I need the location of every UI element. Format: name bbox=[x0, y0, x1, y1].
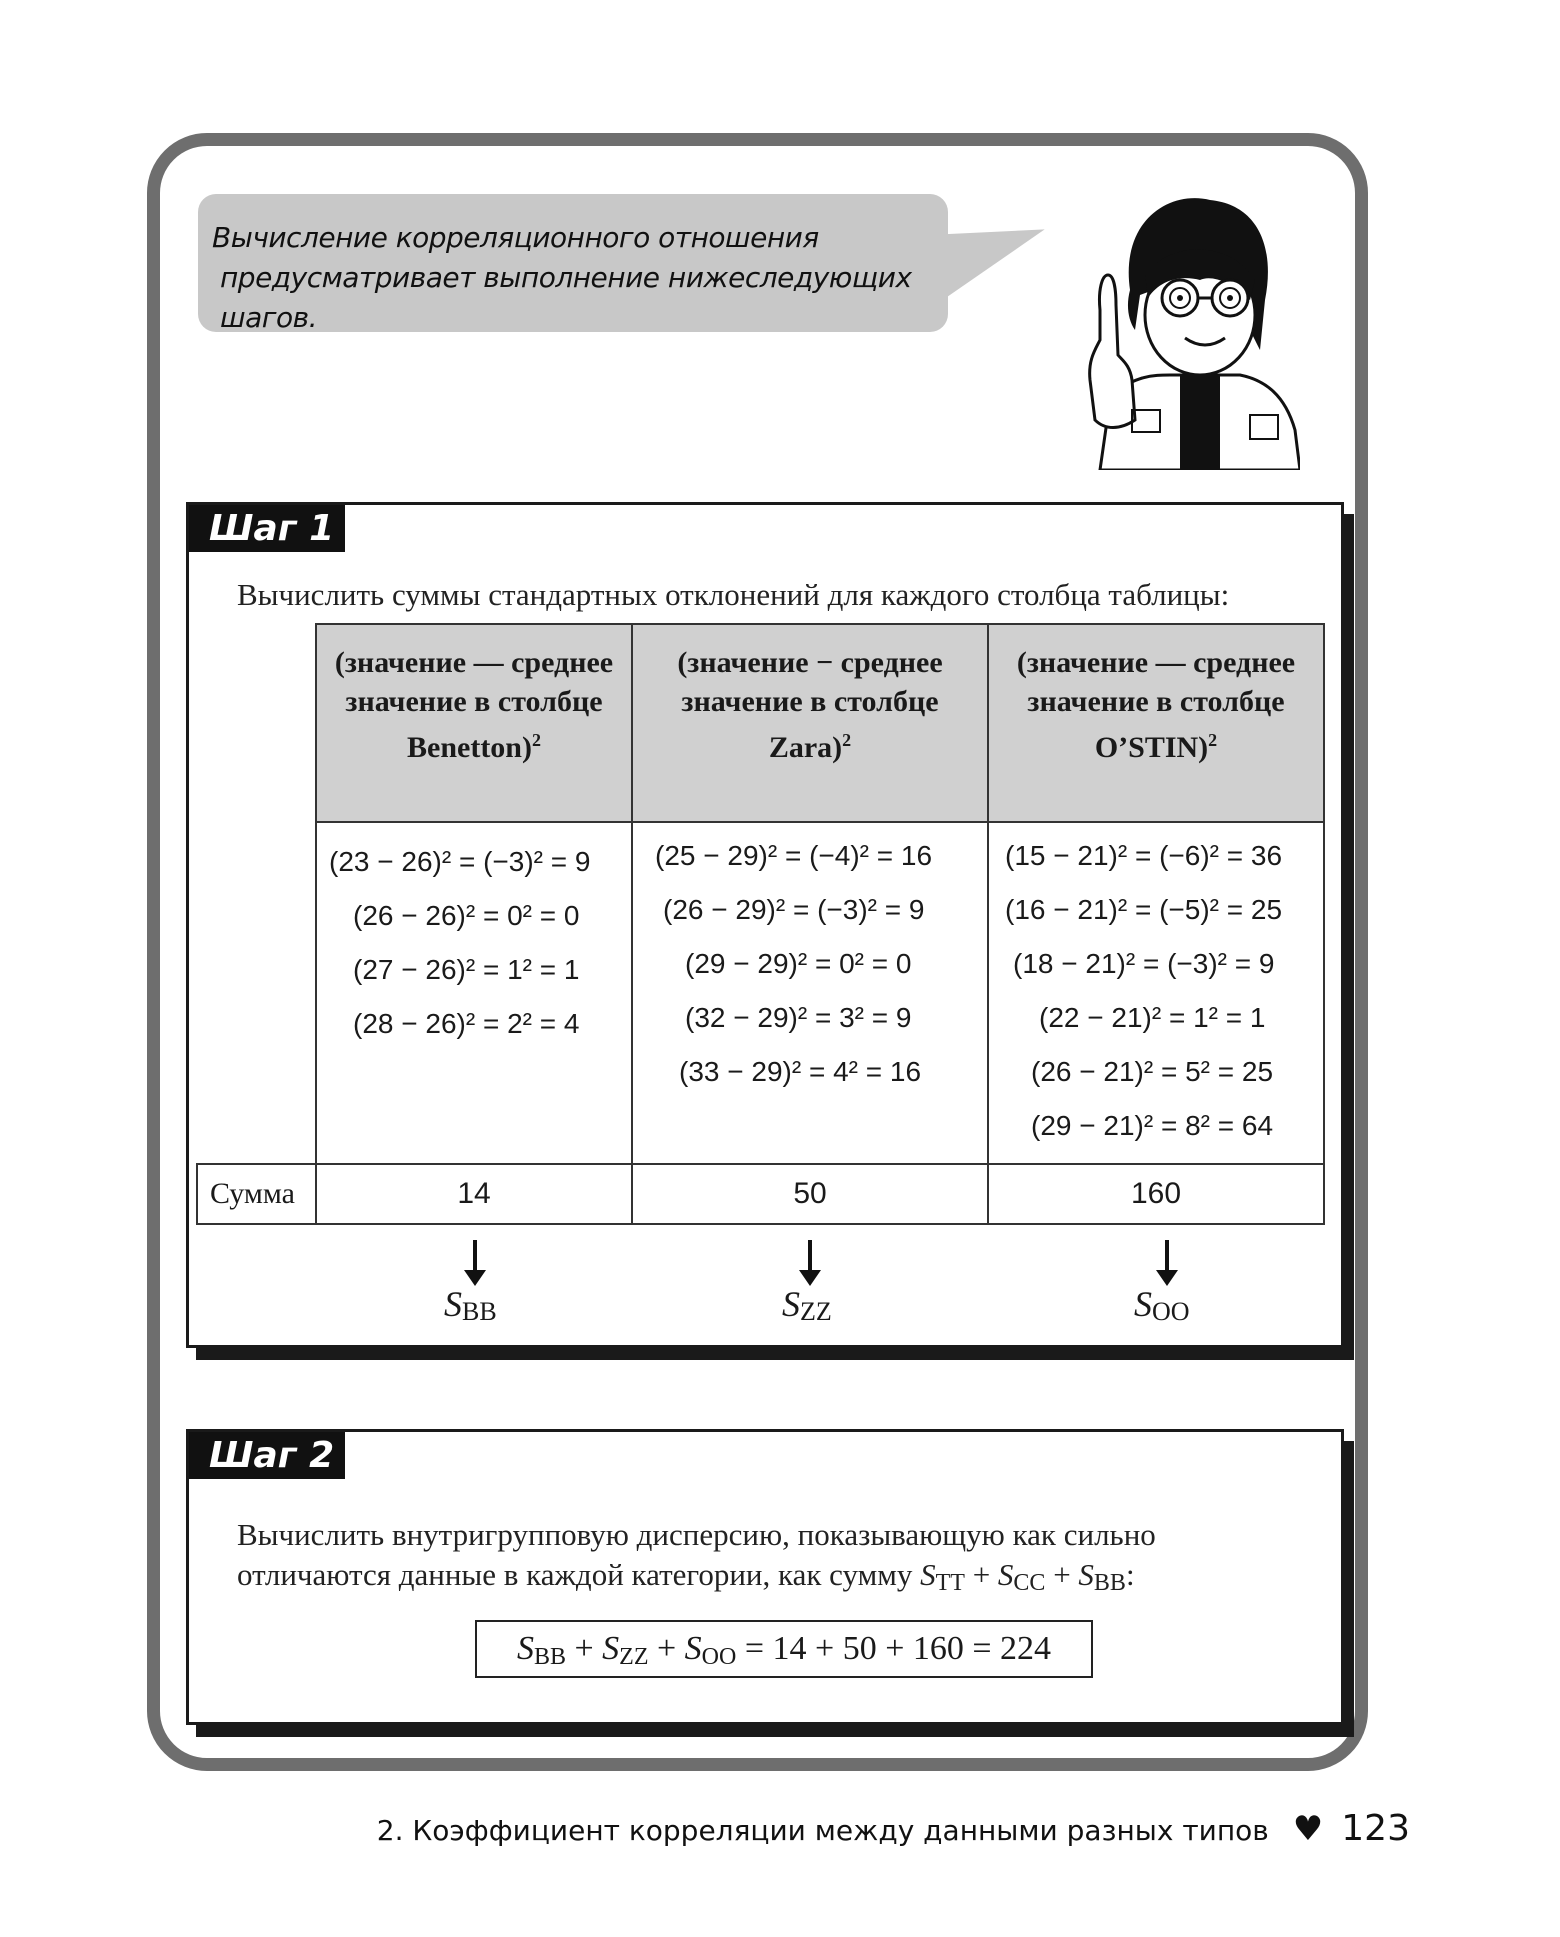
header-ostin: (значение — среднее значение в столбце O’STIN)$^2$ bbox=[988, 624, 1324, 822]
calc-row: (28 − 26)² = 2² = 4 bbox=[353, 1008, 580, 1039]
step1-intro: Вычислить суммы стандартных отклонений для каждого столбца таблицы: bbox=[237, 577, 1230, 612]
var-sbb: $S_{BB}$ bbox=[444, 1284, 497, 1326]
header-line: (значение — среднее bbox=[334, 646, 614, 679]
table-corner bbox=[197, 624, 316, 822]
var-szz: $S_{ZZ}$ bbox=[782, 1284, 832, 1326]
sum-label: Сумма bbox=[197, 1164, 316, 1224]
step2-intro-line1: Вычислить внутригрупповую дисперсию, показывающую как сильно bbox=[237, 1517, 1156, 1552]
step2-intro bbox=[237, 1515, 1156, 1603]
calc-row: (29 − 29)² = 0² = 0 bbox=[685, 948, 912, 979]
bubble-line-2: предусматривает выполнение нижеследующих шагов. bbox=[220, 261, 912, 334]
sum-ostin: 160 bbox=[988, 1164, 1324, 1224]
calc-row: (29 − 21)² = 8² = 64 bbox=[1031, 1110, 1274, 1141]
header-zara: (значение − среднее значение в столбце Zara)$^2$ bbox=[632, 624, 988, 822]
step2-tab: Шаг 2 bbox=[189, 1432, 345, 1479]
calc-row: (23 − 26)² = (−3)² = 9 bbox=[329, 846, 591, 877]
header-line: (значение − среднее bbox=[677, 646, 943, 679]
calc-row: (16 − 21)² = (−5)² = 25 bbox=[1005, 894, 1283, 925]
deviation-table bbox=[196, 623, 1325, 1225]
calc-row: (26 − 26)² = 0² = 0 bbox=[353, 900, 580, 931]
page-footer bbox=[0, 1808, 1410, 1849]
heart-icon: ♥ bbox=[1292, 1809, 1324, 1849]
calc-row: (33 − 29)² = 4² = 16 bbox=[679, 1056, 922, 1087]
step2-intro-line2: отличаются данные в каждой категории, как сумму $S_{TT} + S_{CC} + S_{BB}$: bbox=[237, 1557, 1135, 1596]
header-line: Zara) bbox=[768, 731, 843, 764]
table-left-blank bbox=[197, 822, 316, 1164]
header-line: значение в столбце bbox=[681, 685, 939, 718]
calc-row: (26 − 29)² = (−3)² = 9 bbox=[663, 894, 925, 925]
rows-benetton bbox=[316, 822, 632, 1164]
arrow-down-icon bbox=[808, 1240, 812, 1272]
var-soo: $S_{OO}$ bbox=[1134, 1284, 1190, 1326]
chapter-title: 2. Коэффициент корреляции между данными разных типов bbox=[376, 1814, 1269, 1847]
scientist-character-icon bbox=[1060, 180, 1300, 470]
result-formula: $S_{BB} + S_{ZZ} + S_{OO} = 14 + 50 + 160 = 224$ bbox=[475, 1620, 1093, 1678]
rows-ostin bbox=[988, 822, 1324, 1164]
page-number: 123 bbox=[1341, 1808, 1410, 1849]
header-line: (значение — среднее bbox=[1016, 646, 1296, 679]
sum-zara: 50 bbox=[632, 1164, 988, 1224]
arrow-down-icon bbox=[1165, 1240, 1169, 1272]
calc-row: (15 − 21)² = (−6)² = 36 bbox=[1005, 840, 1283, 871]
calc-row: (22 − 21)² = 1² = 1 bbox=[1039, 1002, 1266, 1033]
bubble-line-1: Вычисление корреляционного отношения bbox=[212, 221, 819, 254]
calc-row: (25 − 29)² = (−4)² = 16 bbox=[655, 840, 933, 871]
step1-tab: Шаг 1 bbox=[189, 505, 345, 552]
header-line: O’STIN) bbox=[1094, 731, 1209, 764]
calc-row: (32 − 29)² = 3² = 9 bbox=[685, 1002, 912, 1033]
header-benetton: (значение — среднее значение в столбце Benetton)$^2$ bbox=[316, 624, 632, 822]
header-line: значение в столбце bbox=[345, 685, 603, 718]
calc-row: (26 − 21)² = 5² = 25 bbox=[1031, 1056, 1274, 1087]
header-line: Benetton) bbox=[407, 731, 532, 764]
rows-zara bbox=[632, 822, 988, 1164]
calc-row: (27 − 26)² = 1² = 1 bbox=[353, 954, 580, 985]
header-line: значение в столбце bbox=[1027, 685, 1285, 718]
arrow-down-icon bbox=[473, 1240, 477, 1272]
sum-benetton: 14 bbox=[316, 1164, 632, 1224]
speech-bubble-text bbox=[212, 218, 952, 338]
calc-row: (18 − 21)² = (−3)² = 9 bbox=[1013, 948, 1275, 979]
